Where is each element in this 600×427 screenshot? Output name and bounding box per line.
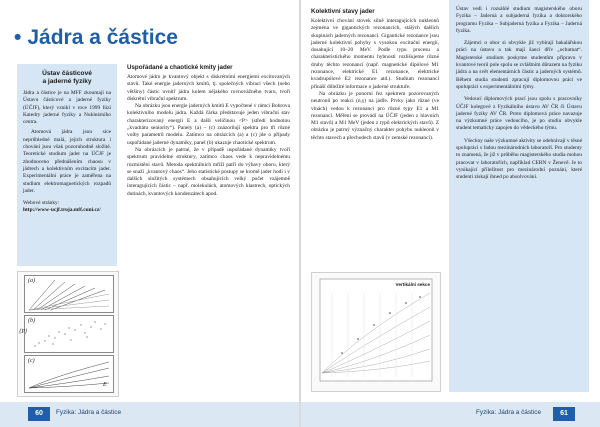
- rezonance-figure: [311, 272, 441, 392]
- institute-box: [17, 64, 117, 266]
- x-axis-label: E: [103, 382, 107, 388]
- institute-box-title: [23, 70, 111, 86]
- study-paragraph-3: Vedoucí diplomových prací jsou spolu s pracovníky ÚČJF kolegové z Fyzikálního ústavu AV ČR či Ústavu jaderné fyziky AV ČR. Proto diplomová práce navazuje na výzkumné práce vedoucího, je po studiu obvykle student tematicky zapojen do vědeckého týmu.: [456, 96, 582, 132]
- title-text: Jádra a částice: [27, 26, 178, 49]
- y-axis-label: ⟨P⟩: [19, 329, 28, 335]
- institute-paragraph-1: Jádra a částice je na MFF zkoumají na Ústavu částicové a jaderné fyziky (ÚČJF), který vznikl v roce 1999 fúzí Katedry jaderné fyziky a Nukleárního centra.: [23, 90, 111, 126]
- panel-b-plot: [25, 316, 113, 352]
- spectra-figure: [17, 271, 119, 397]
- study-paragraph-4: Všechny naše výzkumné aktivity se odehrávají v těsné spolupráci s řadou mezinárodních laboratoří. Pro studenty to znamená, že již v průběhu magisterského studia mohou pracovat v laboratořích, například CERN v Ženevě. Je to vynikající příležitost pro mezinárodní poznání, které studenti získají ihned po absolvování.: [456, 137, 582, 181]
- rezonance-plot: [312, 273, 440, 391]
- left-footer-title: Fyzika: Jádra a částice: [56, 409, 121, 416]
- panel-a: [24, 275, 114, 313]
- middle-paragraph-1: Atomové jádro je kvantový objekt s diskrétními energiemi excitovaných stavů. Také energie jaderných kmitů, tj. společných vibrací všech (nebo většiny) částic uvnitř jádra kolem nějakého rovnovážného tvaru, tvoří diskrétní vibrační spektrum.: [127, 74, 290, 102]
- study-paragraph-2: Zájemci o obor si obvykle již vybírají bakalářskou práci na ústavu a tak mají šanci dřív „ochutnat“. Magisterské studium poskytne studentům přípravu v kvantové teorii pole spolu se zvláštním důrazem na fyziku jádra a na svět elementárních částic a jaderných systémů. Během studia studenti zpracují diplomovou práci ve spolupráci s experimentálními týmy.: [456, 40, 582, 90]
- right-a-paragraph-2: Na obrázku je ponorní řez spektrem pozorovaných neutronů po reakci (n,γ) na jádře. Prvky jako různé (ve vlnách) vedou k rezonanci pro různé typy E1 a M1 rezonancí. Měření se provádí na ÚČJF (jeden z hlavních M1 stavů) a M1 MeV (jeden z typů elektrických stavů). Z obrázku je patrný význačný charakter pohybu nukleonů v těchto stavech a přechodech stavů (v zemské rezonanci).: [311, 90, 439, 141]
- panel-b: [24, 315, 114, 353]
- website-link[interactable]: http://www-ucjf.troja.mff.cuni.cz/: [23, 207, 101, 214]
- panel-a-label: (a): [28, 278, 35, 284]
- middle-column-title: Uspořádané a chaotické kmity jader: [127, 64, 233, 71]
- middle-paragraph-2: Na obrázku jsou energie jaderných kmitů E vypočtené v rámci Bohrova kolektivního modelu jádra. Každá čárka představuje jeden vibrační stav charakterizovaný energií E a další veličinou <P> (středí hodnotou „kvadrátu seniority“). Panely (a) – (c) znázorňují spektra pro tři různé volby parametrů modelu. Zatímco na obrázcích (a) a (c) jde o případy uspořádané jaderné dynamiky, panel (b) ukazuje chaotické spektrum.: [127, 103, 290, 146]
- panel-c: [24, 355, 114, 393]
- website-label: Webové stránky:: [23, 200, 60, 207]
- right-a-paragraph-1: Kolektivní chování stovek silně interagujících nukleonů zejména ve gigantických rezonancích, stálých dalších skupinách jaderných rezonancí. Gigantické rezonance jsou jaderné kolektivní pohyby s vysokou excitační energií, dosahující 10–20 MeV. Podle typu procesu a charakteristického momentu hybnosti rozlišujeme různé druhy těchto rezonancí (např. magnetické dipólové M1 rezonance, elektrické E1 rezonance, elektrické kvadrupólové E2 rezonance atd.). Studium rezonancí přináší důležité informace o jaderné struktuře.: [311, 18, 439, 90]
- panel-c-plot: [25, 356, 113, 392]
- panel-b-label: (b): [28, 318, 35, 324]
- middle-column: [127, 64, 290, 198]
- rezonance-caption: Vertikální sekce: [395, 282, 430, 287]
- institute-box-inner: [17, 64, 117, 215]
- study-box: [449, 0, 589, 392]
- institute-paragraph-2: Atomová jádra jsou sice neprůhledné malá, jejich struktura i chování jsou však pozoruhodně složité. Teoretické studium jader na ÚČJF je zhodnoceno přednášením chaosu v jádrech a kolektivním excitacím jader. Experimentální práce je zaměřena na studium elektromagnetických rozpadů jader.: [23, 129, 111, 194]
- study-box-inner: [449, 0, 589, 188]
- page-spine: [299, 0, 301, 427]
- panel-c-label: (c): [28, 358, 35, 364]
- study-paragraph-1: Ústav vedl i rozsáhlé studium magisterského oboru Fyzika – Jaderná a subjaderná fyzika a doktorského programu Fyzika – Subjaderná fyzika a Fyzika – Jaderná fyzika.: [456, 6, 582, 34]
- right-column-a: [311, 8, 439, 142]
- title-bullet: •: [14, 26, 22, 49]
- middle-paragraph-3: Na obrázcích je patrné, že v případě uspořádané dynamiky tvoří spektrum pravidelné struktury, zatímco chaos vede k nepravidelnému rozmístění stavů. Metoda spektrálních mříží patří do výbavy oboru, který se snaží „kvantový chaos“. Jeho statistické postupy se kromě jader hodí i v dalších složitých systémech obsahujících velký počet vzájemně interagujících částic – např. molekulách, atomových klastrech, optických dutinách, kvantových kondenzátech apod.: [127, 146, 290, 197]
- website-block: [23, 200, 111, 215]
- right-column-title: Kolektivní stavy jader: [311, 8, 375, 15]
- left-page-number: 60: [28, 407, 50, 421]
- institute-title-line2: a jaderné fyziky: [42, 78, 92, 85]
- page-title: [14, 26, 178, 50]
- right-footer-title: Fyzika: Jádra a částice: [476, 409, 541, 416]
- institute-title-line1: Ústav částicové: [42, 70, 92, 77]
- panel-a-plot: [25, 276, 113, 312]
- right-page-number: 61: [553, 407, 575, 421]
